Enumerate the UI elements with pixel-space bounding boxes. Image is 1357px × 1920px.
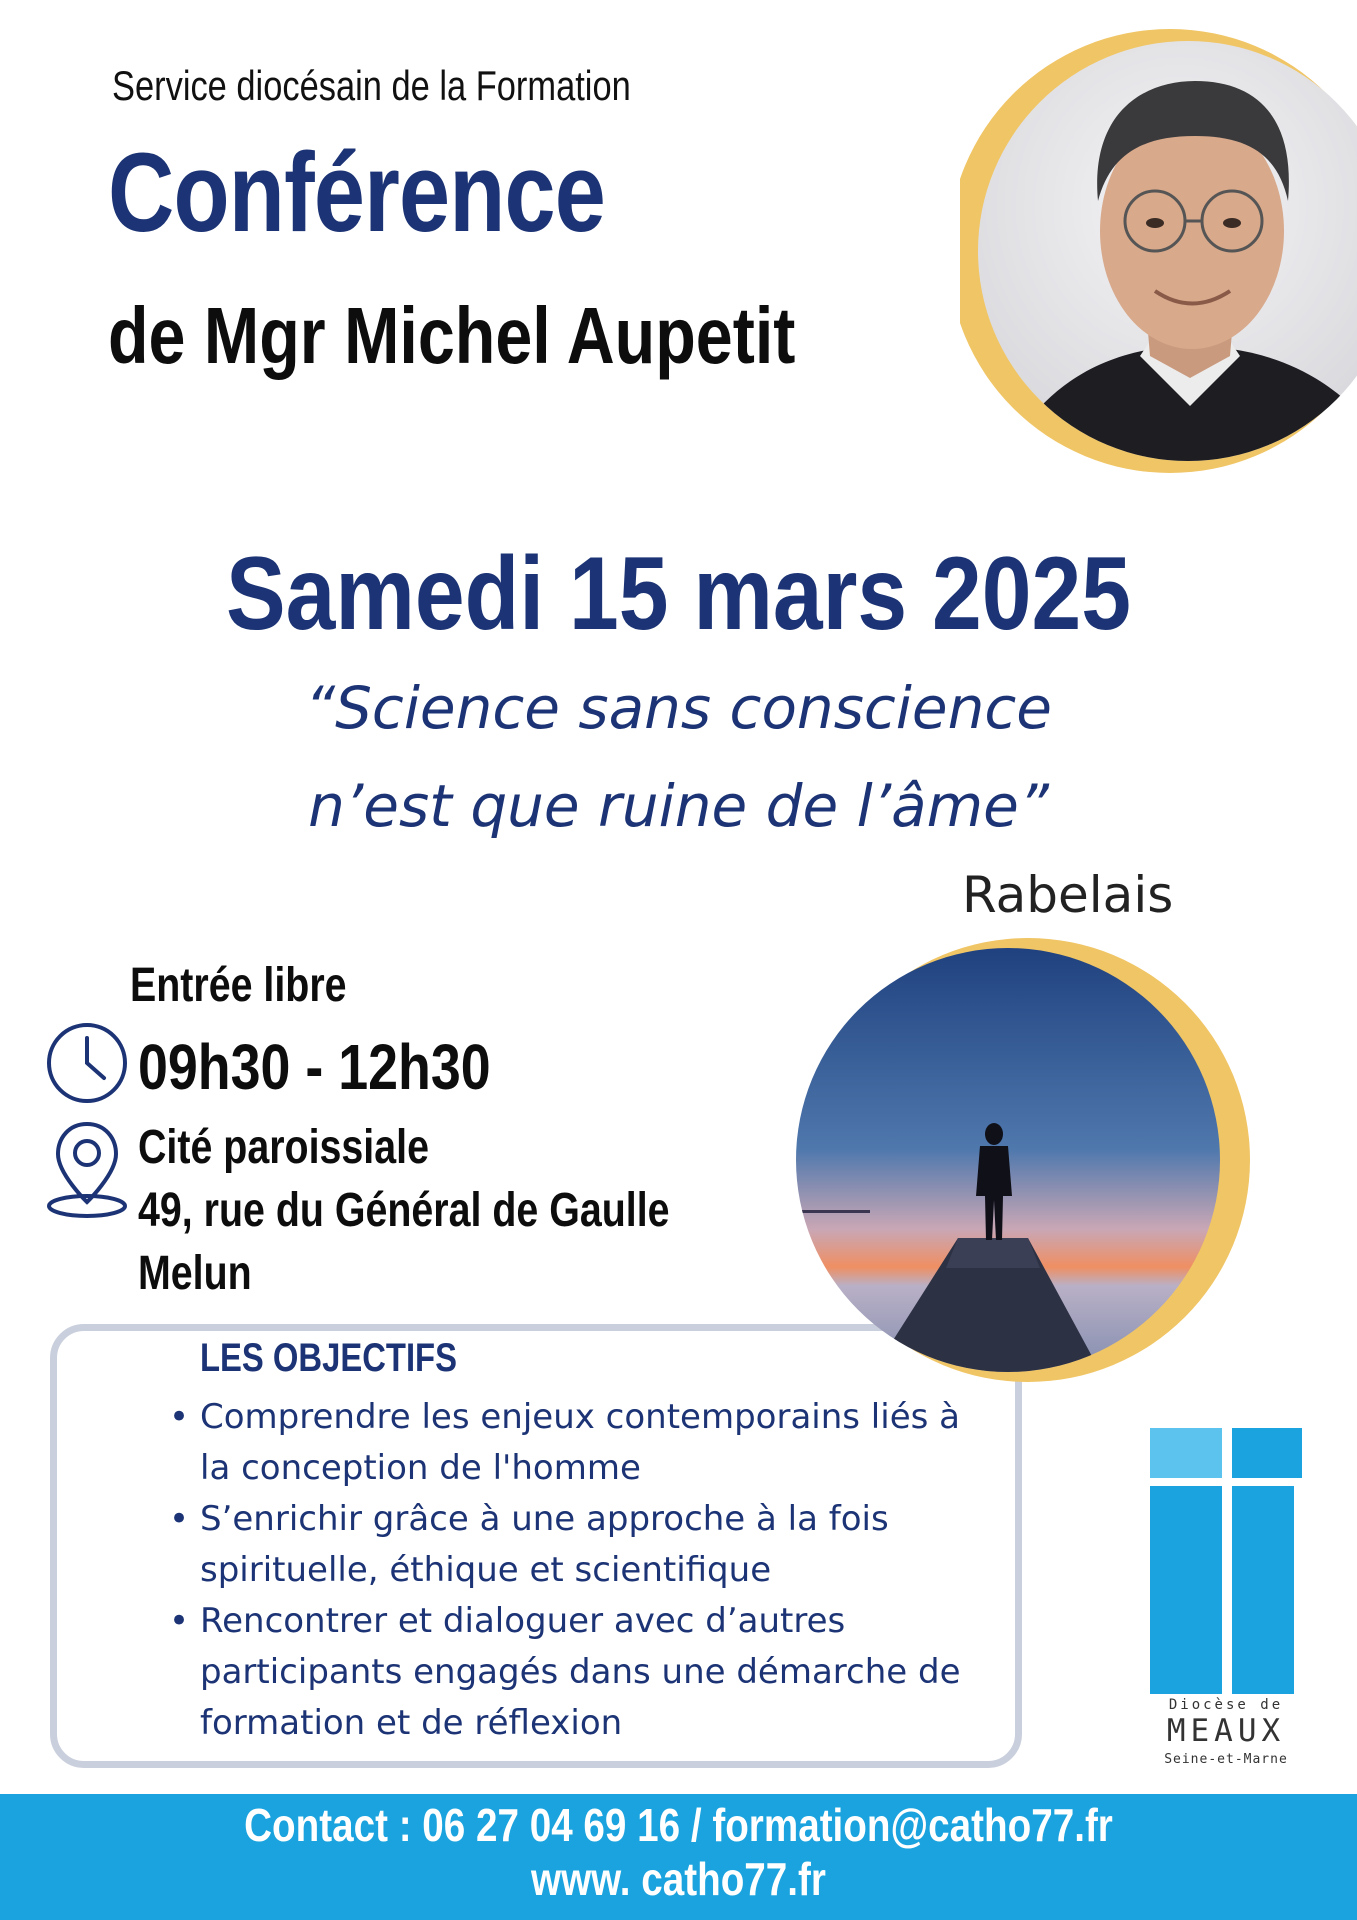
event-date: Samedi 15 mars 2025 (226, 536, 1131, 652)
website-link[interactable]: www. catho77.fr (531, 1853, 826, 1905)
logo-diocese-label: Diocèse de (1168, 1697, 1284, 1713)
quote-line-2: n’est que ruine de l’âme” (308, 772, 1049, 840)
location-pin-icon (44, 1118, 130, 1222)
contact-info: Contact : 06 27 04 69 16 / formation@catho77.fr (244, 1799, 1113, 1851)
conference-title: Conférence (108, 130, 606, 255)
event-hours: 09h30 - 12h30 (138, 1031, 491, 1103)
quote-line-1: “Science sans conscience (305, 674, 1052, 742)
objectives-list (165, 1392, 985, 1749)
entry-info: Entrée libre (130, 959, 347, 1012)
quote-author: Rabelais (962, 866, 1174, 924)
service-label: Service diocésain de la Formation (112, 62, 631, 109)
objective-item: • Comprendre les enjeux contemporains liés à la conception de l'homme (165, 1392, 985, 1494)
objectives-title: LES OBJECTIFS (200, 1336, 457, 1380)
address-venue: Cité paroissiale (138, 1121, 429, 1174)
logo-region-label: Seine-et-Marne (1164, 1752, 1288, 1767)
objective-item: • Rencontrer et dialoguer avec d’autres participants engagés dans une démarche de formation et de réflexion (165, 1596, 985, 1749)
logo-meaux-label: MEAUX (1166, 1713, 1286, 1749)
objective-item: • S’enrichir grâce à une approche à la fois spirituelle, éthique et scientifique (165, 1494, 985, 1596)
address-street: 49, rue du Général de Gaulle (138, 1184, 670, 1237)
speaker-portrait (960, 26, 1357, 476)
address-city: Melun (138, 1247, 252, 1300)
pier-sunset-image (790, 938, 1260, 1408)
clock-icon (44, 1020, 130, 1106)
speaker-name: de Mgr Michel Aupetit (108, 291, 796, 380)
